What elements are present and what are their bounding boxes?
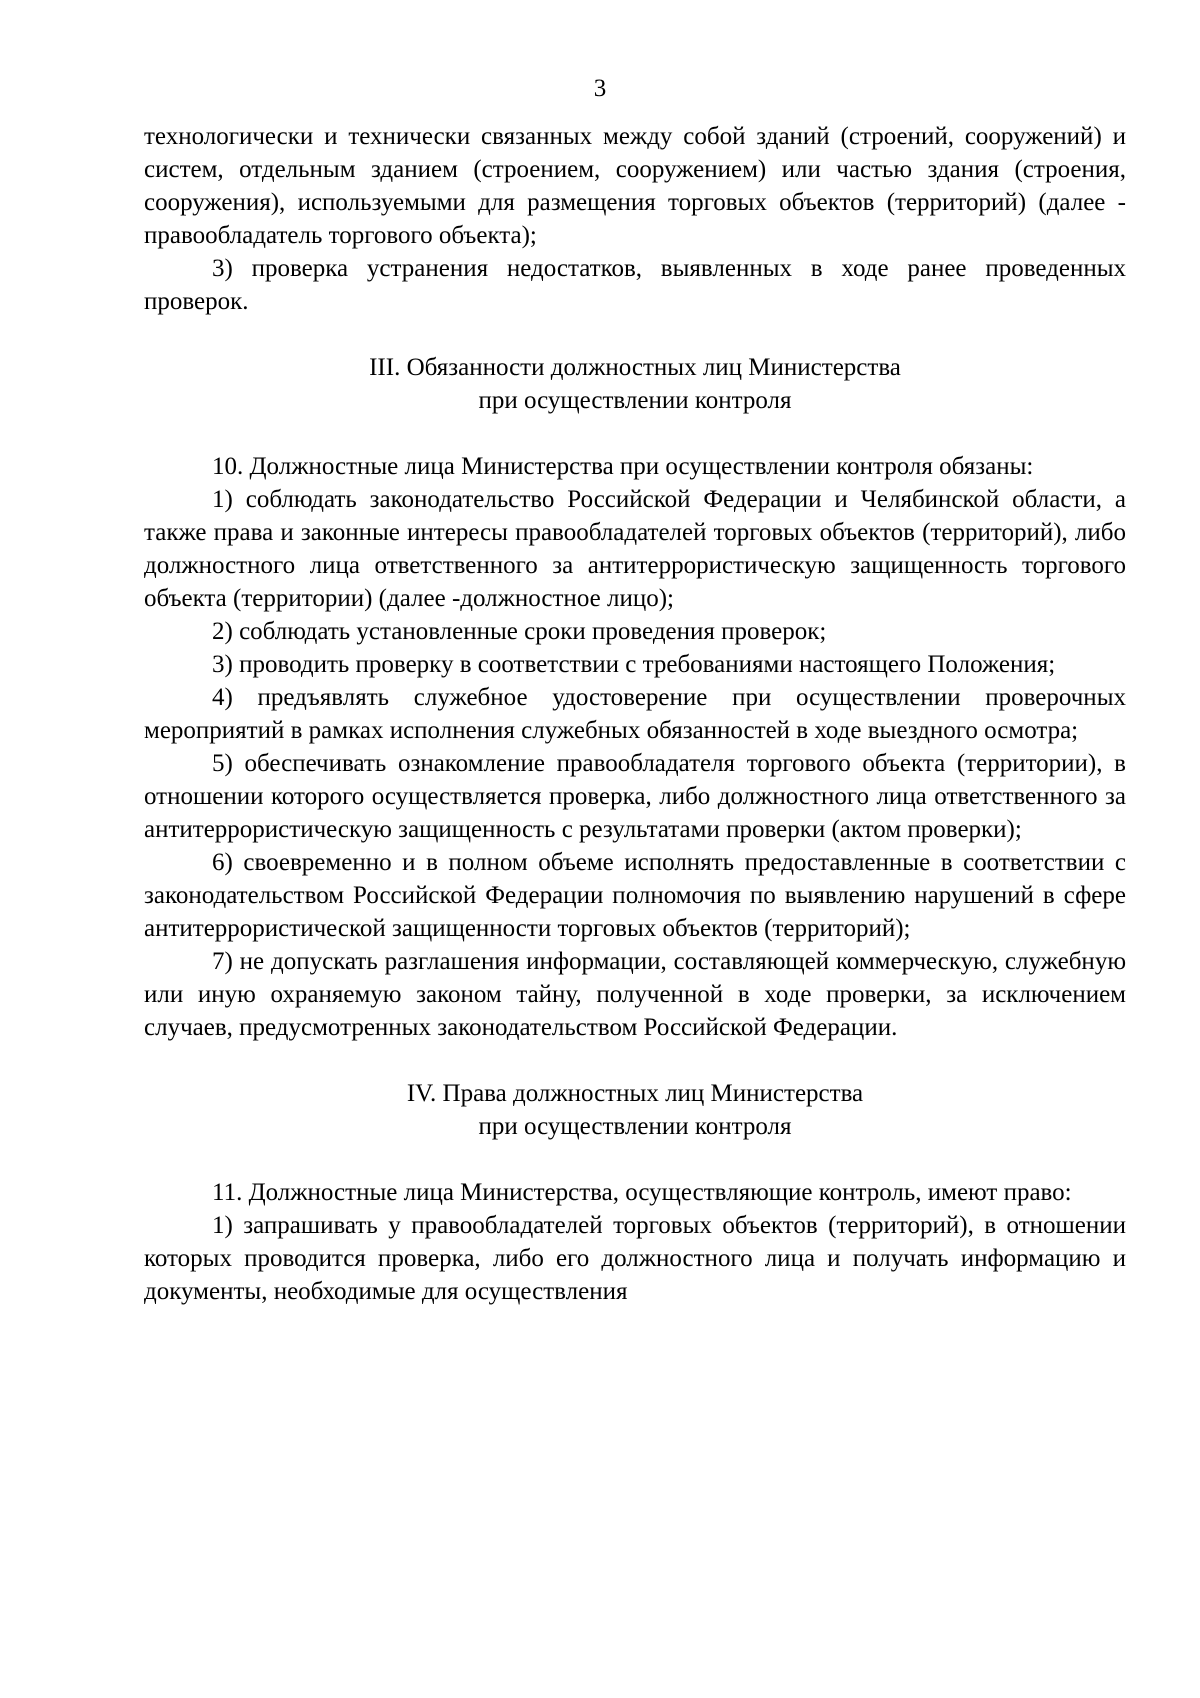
list-item: 4) предъявлять служебное удостоверение при осуществлении проверочных мероприятий в рамках исполнения служебных обязанностей в ходе выездного осмотра; <box>144 684 1126 744</box>
section-heading-line: IV. Права должностных лиц Министерства <box>406 1080 864 1107</box>
list-item: 7) не допускать разглашения информации, составляющей коммерческую, служебную или иную охраняемую законом тайну, полученной в ходе проверки, за исключением случаев, предусмотренных законодательством Российской Федерации. <box>144 948 1126 1041</box>
section-heading-iii <box>144 351 1126 417</box>
section-heading-line: III. Обязанности должностных лиц Министерства <box>369 354 901 381</box>
list-item: 2) соблюдать установленные сроки проведения проверок; <box>212 618 827 645</box>
document-body <box>144 120 1126 1308</box>
paragraph: 10. Должностные лица Министерства при осуществлении контроля обязаны: <box>212 453 1034 480</box>
list-item: 1) запрашивать у правообладателей торговых объектов (территорий), в отношении которых проводится проверка, либо его должностного лица и получать информацию и документы, необходимые для осуществления <box>144 1212 1126 1305</box>
section-heading-iv <box>144 1077 1126 1143</box>
list-item: 5) обеспечивать ознакомление правообладателя торгового объекта (территории), в отношении которого осуществляется проверка, либо должностного лица ответственного за антитеррористическую защищенность с результатами проверки (актом проверки); <box>144 750 1126 843</box>
list-item: 3) проводить проверку в соответствии с требованиями настоящего Положения; <box>212 651 1056 678</box>
paragraph: 3) проверка устранения недостатков, выявленных в ходе ранее проведенных проверок. <box>144 255 1126 315</box>
paragraph: технологически и технически связанных между собой зданий (строений, сооружений) и систем, отдельным зданием (строением, сооружением) или частью здания (строения, сооружения), используемыми для размещения торговых объектов (территорий) (далее - правообладатель торгового объекта); <box>144 123 1126 249</box>
list-item: 1) соблюдать законодательство Российской Федерации и Челябинской области, а также права и законные интересы правообладателей торговых объектов (территорий), либо должностного лица ответственного за антитеррористическую защищенность торгового объекта (территории) (далее -должностное лицо); <box>144 486 1126 612</box>
list-item: 6) своевременно и в полном объеме исполнять предоставленные в соответствии с законодательством Российской Федерации полномочия по выявлению нарушений в сфере антитеррористической защищенности торговых объектов (территорий); <box>144 849 1126 942</box>
section-heading-line: при осуществлении контроля <box>478 1113 792 1140</box>
paragraph: 11. Должностные лица Министерства, осуществляющие контроль, имеют право: <box>212 1179 1072 1206</box>
section-heading-line: при осуществлении контроля <box>478 387 792 414</box>
page-number: 3 <box>593 75 607 102</box>
